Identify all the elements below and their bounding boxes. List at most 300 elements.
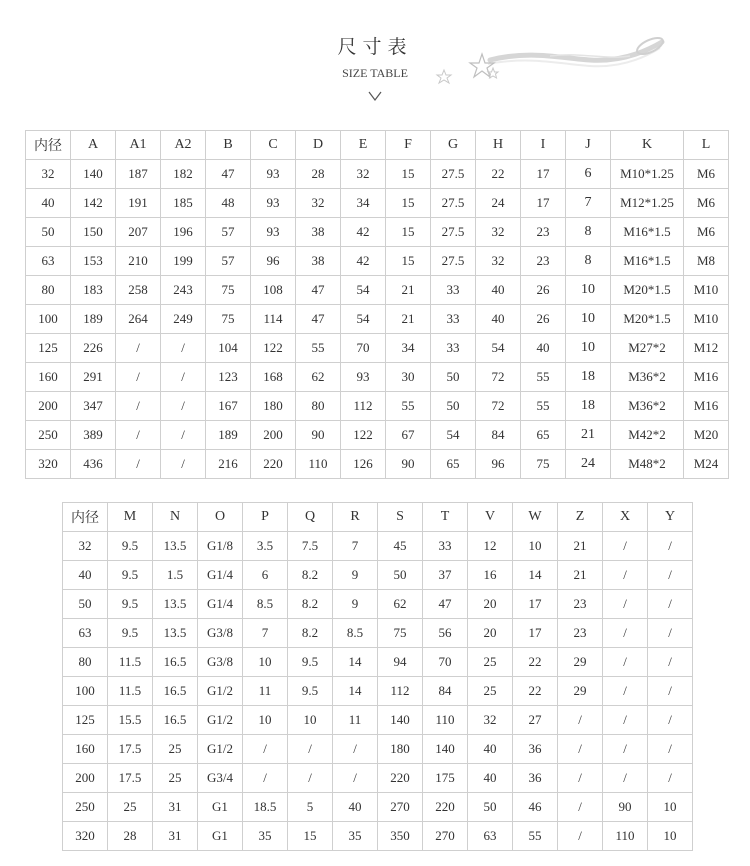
table-cell: 220 — [251, 450, 296, 479]
table-cell: 291 — [71, 363, 116, 392]
table-cell: M12*1.25 — [611, 189, 684, 218]
table-cell: / — [648, 648, 693, 677]
table-cell: 14 — [513, 561, 558, 590]
table-cell: 27.5 — [431, 247, 476, 276]
table-cell: 199 — [161, 247, 206, 276]
table-cell: 9 — [333, 590, 378, 619]
table-cell: 32 — [26, 160, 71, 189]
column-header: M — [108, 503, 153, 532]
table-cell: 21 — [558, 532, 603, 561]
table-cell: M42*2 — [611, 421, 684, 450]
table-cell: 10 — [566, 305, 611, 334]
table-cell: 16.5 — [153, 706, 198, 735]
table-cell: 65 — [521, 421, 566, 450]
table-cell: 3.5 — [243, 532, 288, 561]
table-cell: 110 — [603, 822, 648, 851]
table-cell: 93 — [251, 189, 296, 218]
table-row — [26, 305, 729, 334]
table-cell: 104 — [206, 334, 251, 363]
table-cell: 26 — [521, 305, 566, 334]
table-cell: 140 — [378, 706, 423, 735]
table-row — [26, 363, 729, 392]
table-cell: M16*1.5 — [611, 218, 684, 247]
table-cell: 180 — [251, 392, 296, 421]
table-cell: 33 — [431, 305, 476, 334]
table-cell: / — [603, 532, 648, 561]
table-cell: 110 — [296, 450, 341, 479]
table-cell: 54 — [341, 276, 386, 305]
table-cell: 90 — [603, 793, 648, 822]
size-table-2 — [62, 502, 693, 851]
table-cell: 220 — [378, 764, 423, 793]
table-cell: 160 — [26, 363, 71, 392]
table-cell: 28 — [296, 160, 341, 189]
table-cell: M36*2 — [611, 363, 684, 392]
table-cell: 63 — [63, 619, 108, 648]
table-cell: 11.5 — [108, 648, 153, 677]
table-cell: G1 — [198, 793, 243, 822]
table-cell: 50 — [378, 561, 423, 590]
table-cell: 270 — [423, 822, 468, 851]
column-header: X — [603, 503, 648, 532]
table-cell: 70 — [341, 334, 386, 363]
table-cell: / — [648, 619, 693, 648]
table-cell: 33 — [431, 276, 476, 305]
table-cell: 80 — [26, 276, 71, 305]
table-cell: / — [116, 392, 161, 421]
table-cell: 123 — [206, 363, 251, 392]
table-cell: 7 — [243, 619, 288, 648]
table-row — [26, 189, 729, 218]
table-cell: G1 — [198, 822, 243, 851]
table-cell: 350 — [378, 822, 423, 851]
table-cell: 17 — [521, 189, 566, 218]
table-cell: 10 — [243, 706, 288, 735]
table-cell: 153 — [71, 247, 116, 276]
table-cell: G1/4 — [198, 590, 243, 619]
table-cell: 42 — [341, 247, 386, 276]
table-cell: M24 — [684, 450, 729, 479]
table-cell: 140 — [71, 160, 116, 189]
table-cell: 75 — [521, 450, 566, 479]
table-cell: 50 — [63, 590, 108, 619]
table-cell: / — [333, 735, 378, 764]
table-cell: 40 — [468, 764, 513, 793]
table-cell: 17.5 — [108, 735, 153, 764]
table-cell: 22 — [476, 160, 521, 189]
table-cell: 17 — [513, 590, 558, 619]
table-cell: / — [333, 764, 378, 793]
table-cell: 112 — [378, 677, 423, 706]
table-cell: 9.5 — [108, 561, 153, 590]
table-row — [26, 392, 729, 421]
table-cell: 7.5 — [288, 532, 333, 561]
column-header: A2 — [161, 131, 206, 160]
table-cell: / — [648, 532, 693, 561]
table-cell: 196 — [161, 218, 206, 247]
table-cell: 27.5 — [431, 218, 476, 247]
table-cell: 62 — [296, 363, 341, 392]
table-row — [26, 247, 729, 276]
table-cell: M16*1.5 — [611, 247, 684, 276]
table-cell: 14 — [333, 677, 378, 706]
table-cell: 12 — [468, 532, 513, 561]
table-cell: 13.5 — [153, 590, 198, 619]
table-cell: / — [288, 735, 333, 764]
table-cell: / — [558, 735, 603, 764]
table-cell: / — [648, 706, 693, 735]
table-cell: 9.5 — [288, 677, 333, 706]
table-cell: 126 — [341, 450, 386, 479]
table-cell: M10 — [684, 276, 729, 305]
table-cell: 32 — [296, 189, 341, 218]
table-cell: 67 — [386, 421, 431, 450]
table-cell: 56 — [423, 619, 468, 648]
table-cell: 122 — [341, 421, 386, 450]
table-cell: / — [648, 735, 693, 764]
table-cell: / — [603, 677, 648, 706]
table-cell: 47 — [206, 160, 251, 189]
table-cell: / — [558, 793, 603, 822]
table-cell: 50 — [431, 392, 476, 421]
table-cell: 250 — [63, 793, 108, 822]
column-header: A — [71, 131, 116, 160]
table-row — [63, 764, 693, 793]
table-cell: 258 — [116, 276, 161, 305]
column-header: A1 — [116, 131, 161, 160]
table-cell: 40 — [26, 189, 71, 218]
table-cell: 13.5 — [153, 619, 198, 648]
page-title: 尺寸表 — [337, 36, 413, 58]
table-cell: 50 — [468, 793, 513, 822]
table-cell: M48*2 — [611, 450, 684, 479]
table-cell: 15 — [386, 247, 431, 276]
table-cell: 55 — [386, 392, 431, 421]
table-cell: 320 — [63, 822, 108, 851]
table-cell: 70 — [423, 648, 468, 677]
table-cell: 13.5 — [153, 532, 198, 561]
table-cell: 21 — [386, 305, 431, 334]
column-header: V — [468, 503, 513, 532]
table-cell: 10 — [566, 276, 611, 305]
table-row — [63, 822, 693, 851]
table-cell: 11 — [243, 677, 288, 706]
table-cell: / — [603, 764, 648, 793]
table-cell: / — [116, 421, 161, 450]
table-cell: 8.2 — [288, 590, 333, 619]
table-cell: 47 — [296, 305, 341, 334]
header — [0, 0, 750, 120]
table-cell: 93 — [341, 363, 386, 392]
table-cell: 10 — [648, 822, 693, 851]
table-cell: 17 — [521, 160, 566, 189]
table-cell: 9 — [333, 561, 378, 590]
table-cell: M20*1.5 — [611, 276, 684, 305]
table-cell: 23 — [558, 590, 603, 619]
table-cell: 29 — [558, 648, 603, 677]
table-cell: 9.5 — [108, 619, 153, 648]
table-cell: 9.5 — [288, 648, 333, 677]
table-cell: 320 — [26, 450, 71, 479]
table-cell: 40 — [476, 305, 521, 334]
table-row — [26, 276, 729, 305]
table-cell: 23 — [521, 218, 566, 247]
table-cell: 55 — [296, 334, 341, 363]
table-cell: 114 — [251, 305, 296, 334]
page-subtitle: SIZE TABLE — [342, 66, 408, 80]
table-cell: G3/8 — [198, 648, 243, 677]
table-cell: 24 — [566, 450, 611, 479]
table-cell: M16 — [684, 363, 729, 392]
table-cell: 24 — [476, 189, 521, 218]
table-cell: / — [243, 735, 288, 764]
table-cell: 8.2 — [288, 561, 333, 590]
table-row — [63, 561, 693, 590]
table-cell: 185 — [161, 189, 206, 218]
table-cell: 182 — [161, 160, 206, 189]
column-header: O — [198, 503, 243, 532]
table-cell: 96 — [476, 450, 521, 479]
table-cell: 142 — [71, 189, 116, 218]
table-cell: 54 — [341, 305, 386, 334]
table-cell: 15 — [386, 218, 431, 247]
table-cell: 33 — [431, 334, 476, 363]
column-header: C — [251, 131, 296, 160]
table-cell: G3/4 — [198, 764, 243, 793]
table-cell: 42 — [341, 218, 386, 247]
table-row — [26, 218, 729, 247]
table-cell: 270 — [378, 793, 423, 822]
table-header-row — [26, 131, 729, 160]
table-cell: 55 — [521, 392, 566, 421]
table-cell: 25 — [153, 764, 198, 793]
table-row — [63, 793, 693, 822]
table-cell: 90 — [386, 450, 431, 479]
table-cell: 140 — [423, 735, 468, 764]
table-cell: 40 — [468, 735, 513, 764]
table-cell: 40 — [476, 276, 521, 305]
table-cell: 112 — [341, 392, 386, 421]
table-cell: 10 — [566, 334, 611, 363]
table-cell: 93 — [251, 218, 296, 247]
star-ribbon-decoration-icon — [430, 30, 670, 100]
table-cell: 347 — [71, 392, 116, 421]
table-cell: 31 — [153, 822, 198, 851]
column-header: W — [513, 503, 558, 532]
table-cell: 10 — [243, 648, 288, 677]
table-cell: 264 — [116, 305, 161, 334]
table-cell: 84 — [476, 421, 521, 450]
table-cell: 189 — [71, 305, 116, 334]
table-cell: M10 — [684, 305, 729, 334]
table-cell: G1/2 — [198, 677, 243, 706]
table-cell: 26 — [521, 276, 566, 305]
column-header: D — [296, 131, 341, 160]
table-cell: 9.5 — [108, 532, 153, 561]
table-cell: 216 — [206, 450, 251, 479]
table-cell: / — [558, 822, 603, 851]
table-cell: M6 — [684, 218, 729, 247]
table-cell: 90 — [296, 421, 341, 450]
table-cell: 25 — [468, 677, 513, 706]
table-cell: 23 — [558, 619, 603, 648]
table-cell: M20*1.5 — [611, 305, 684, 334]
table-cell: 249 — [161, 305, 206, 334]
table-cell: 63 — [468, 822, 513, 851]
column-header: E — [341, 131, 386, 160]
table-cell: 180 — [378, 735, 423, 764]
column-header: L — [684, 131, 729, 160]
table-cell: 30 — [386, 363, 431, 392]
table-cell: 35 — [333, 822, 378, 851]
table-cell: 189 — [206, 421, 251, 450]
column-header: P — [243, 503, 288, 532]
table-cell: 93 — [251, 160, 296, 189]
table-cell: 8.5 — [243, 590, 288, 619]
column-header: Y — [648, 503, 693, 532]
column-header: K — [611, 131, 684, 160]
table-cell: 21 — [386, 276, 431, 305]
table-cell: 8 — [566, 218, 611, 247]
table-cell: 125 — [26, 334, 71, 363]
table-cell: 1.5 — [153, 561, 198, 590]
table-cell: 21 — [558, 561, 603, 590]
table-row — [26, 160, 729, 189]
table-cell: 8 — [566, 247, 611, 276]
table-cell: / — [603, 706, 648, 735]
table-cell: 200 — [63, 764, 108, 793]
table-cell: 5 — [288, 793, 333, 822]
table-cell: 45 — [378, 532, 423, 561]
column-header: 内径 — [26, 131, 71, 160]
table-cell: 6 — [243, 561, 288, 590]
table-cell: 210 — [116, 247, 161, 276]
table-cell: 28 — [108, 822, 153, 851]
table-cell: 150 — [71, 218, 116, 247]
table-cell: 191 — [116, 189, 161, 218]
table-cell: / — [116, 363, 161, 392]
column-header: G — [431, 131, 476, 160]
table-cell: 34 — [341, 189, 386, 218]
table-cell: 27.5 — [431, 189, 476, 218]
table-cell: 8.2 — [288, 619, 333, 648]
column-header: S — [378, 503, 423, 532]
table-cell: 55 — [513, 822, 558, 851]
table-cell: 32 — [476, 218, 521, 247]
table-cell: 25 — [468, 648, 513, 677]
table-cell: 36 — [513, 764, 558, 793]
table-cell: 62 — [378, 590, 423, 619]
column-header: H — [476, 131, 521, 160]
table-cell: 10 — [648, 793, 693, 822]
table-cell: 389 — [71, 421, 116, 450]
table-cell: 15 — [386, 160, 431, 189]
table-cell: 15.5 — [108, 706, 153, 735]
table-cell: 46 — [513, 793, 558, 822]
column-header: F — [386, 131, 431, 160]
table-row — [26, 421, 729, 450]
table-cell: / — [161, 450, 206, 479]
table-cell: 11 — [333, 706, 378, 735]
table-cell: / — [603, 590, 648, 619]
table-cell: 6 — [566, 160, 611, 189]
table-cell: 16.5 — [153, 648, 198, 677]
table-row — [63, 648, 693, 677]
table-row — [63, 706, 693, 735]
table-cell: 63 — [26, 247, 71, 276]
table-cell: 15 — [386, 189, 431, 218]
table-cell: M20 — [684, 421, 729, 450]
table-cell: 175 — [423, 764, 468, 793]
table-cell: / — [243, 764, 288, 793]
table-cell: 122 — [251, 334, 296, 363]
table-cell: 243 — [161, 276, 206, 305]
table-header-row — [63, 503, 693, 532]
table-cell: 22 — [513, 677, 558, 706]
table-cell: 94 — [378, 648, 423, 677]
table-cell: 21 — [566, 421, 611, 450]
table-cell: / — [603, 619, 648, 648]
column-header: N — [153, 503, 198, 532]
table-cell: / — [116, 450, 161, 479]
table-cell: 37 — [423, 561, 468, 590]
table-cell: M12 — [684, 334, 729, 363]
table-cell: 65 — [431, 450, 476, 479]
table-cell: 23 — [521, 247, 566, 276]
table-cell: 16.5 — [153, 677, 198, 706]
table-cell: 100 — [63, 677, 108, 706]
table-cell: 187 — [116, 160, 161, 189]
table-cell: / — [161, 421, 206, 450]
column-header: R — [333, 503, 378, 532]
table-row — [63, 590, 693, 619]
table-cell: / — [603, 561, 648, 590]
table-cell: 20 — [468, 590, 513, 619]
column-header: T — [423, 503, 468, 532]
table-cell: 35 — [243, 822, 288, 851]
table-cell: 54 — [431, 421, 476, 450]
table-cell: 32 — [476, 247, 521, 276]
table-cell: 200 — [251, 421, 296, 450]
table-cell: 125 — [63, 706, 108, 735]
table-cell: 22 — [513, 648, 558, 677]
table-cell: 40 — [63, 561, 108, 590]
table-cell: 50 — [26, 218, 71, 247]
table-cell: M27*2 — [611, 334, 684, 363]
table-row — [26, 334, 729, 363]
table-cell: 15 — [288, 822, 333, 851]
table-cell: 84 — [423, 677, 468, 706]
table-cell: 18.5 — [243, 793, 288, 822]
table-cell: / — [648, 590, 693, 619]
table-cell: 20 — [468, 619, 513, 648]
table-cell: 7 — [333, 532, 378, 561]
table-cell: / — [603, 735, 648, 764]
table-cell: M8 — [684, 247, 729, 276]
table-cell: / — [603, 648, 648, 677]
table-cell: / — [288, 764, 333, 793]
table-cell: 54 — [476, 334, 521, 363]
table-cell: 57 — [206, 218, 251, 247]
table-cell: 25 — [153, 735, 198, 764]
table-cell: 18 — [566, 363, 611, 392]
size-table-1 — [25, 130, 729, 479]
table-cell: 9.5 — [108, 590, 153, 619]
table-cell: 207 — [116, 218, 161, 247]
column-header: J — [566, 131, 611, 160]
table-cell: 80 — [63, 648, 108, 677]
table-cell: 40 — [521, 334, 566, 363]
